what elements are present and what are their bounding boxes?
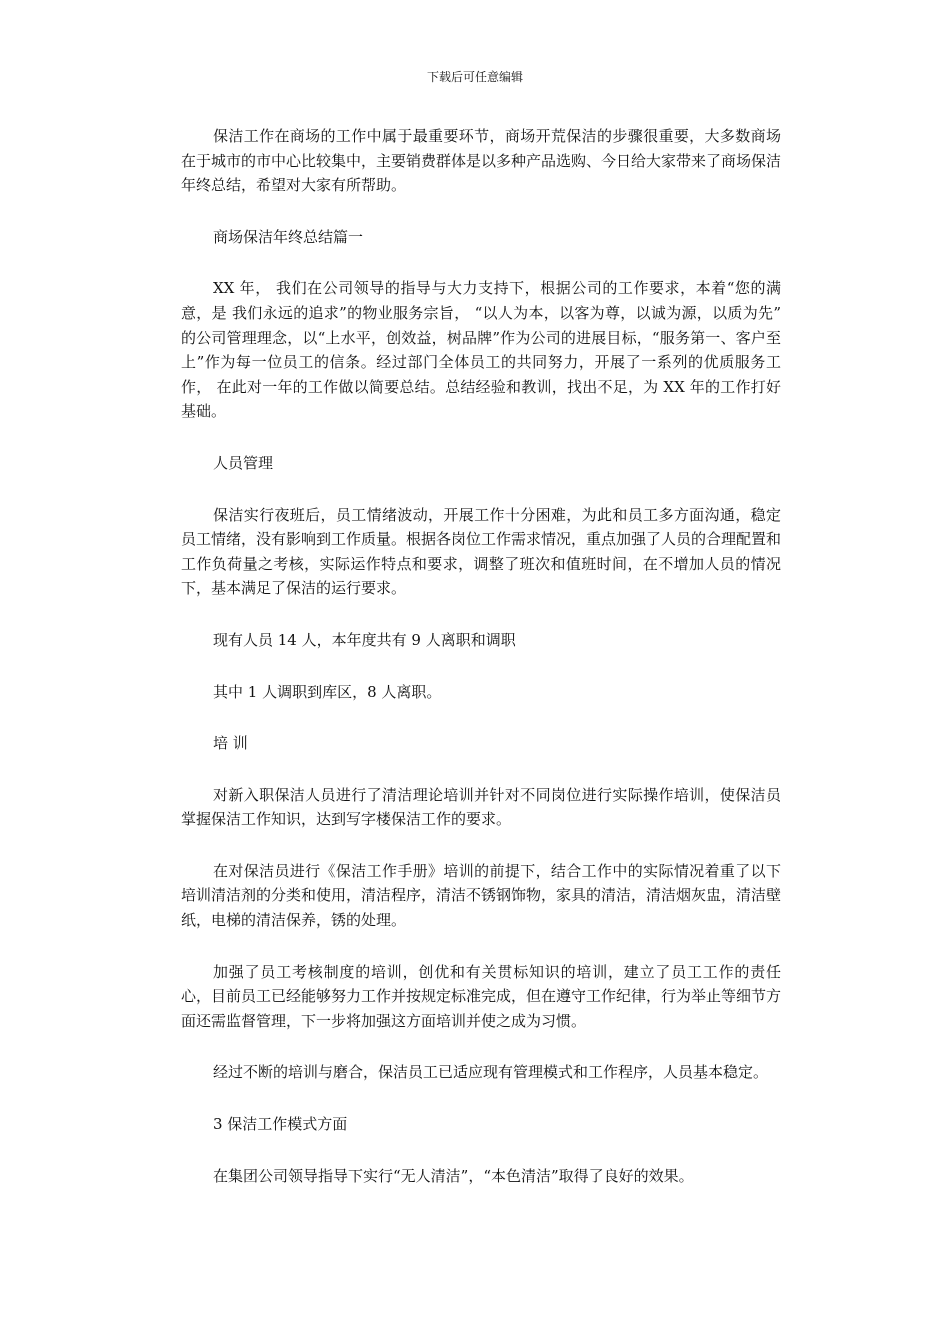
heading-personnel: 人员管理 [213, 453, 274, 472]
summary-paragraph: XX 年， 我们在公司领导的指导与大力支持下，根据公司的工作要求，本着“您的满意，是 我们永远的追求”的物业服务宗旨， “以人为本，以客为尊，以诚为源，以质为先” 的公司管理理念，以“上水平，创效益，树品牌”作为公司的进展目标，“服务第一、客户至上”作为每一位员工的信条。经过部门全体员工的共同努力，开展了一系列的优质服务工作， 在此对一年的工作做以简要总结。总结经验和教训，找出不足，为 XX 年的工作打好基础。 [181, 279, 781, 421]
header-note: 下载后可任意编辑 [426, 70, 523, 84]
heading-work-mode: 3 保洁工作模式方面 [213, 1115, 348, 1134]
staff-change-line: 其中 1 人调职到库区，8 人离职。 [213, 682, 442, 701]
training-paragraph-2: 在对保洁员进行《保洁工作手册》培训的前提下，结合工作中的实际情况着重了以下培训清洁剂的分类和使用，清洁程序，清洁不锈钢饰物，家具的清洁，清洁烟灰盅，清洁壁纸，电梯的清洁保养，锈的处理。 [181, 861, 782, 930]
personnel-paragraph: 保洁实行夜班后，员工情绪波动，开展工作十分困难，为此和员工多方面沟通，稳定员工情绪，没有影响到工作质量。根据各岗位工作需求情况，重点加强了人员的合理配置和工作负荷量之考核，实际运作特点和要求，调整了班次和值班时间，在不增加人员的情况下，基本满足了保洁的运行要求。 [181, 505, 782, 598]
training-paragraph-1: 对新入职保洁人员进行了清洁理论培训并针对不同岗位进行实际操作培训，使保洁员掌握保洁工作知识，达到写字楼保洁工作的要求。 [181, 785, 781, 829]
section-title: 商场保洁年终总结篇一 [213, 227, 364, 246]
intro-paragraph: 保洁工作在商场的工作中属于最重要环节，商场开荒保洁的步骤很重要，大多数商场在于城市的市中心比较集中，主要销费群体是以多种产品选购、今日给大家带来了商场保洁年终总结，希望对大家有所帮助。 [181, 127, 782, 195]
training-paragraph-4: 经过不断的培训与磨合，保洁员工已适应现有管理模式和工作程序，人员基本稳定。 [213, 1063, 769, 1082]
heading-training: 培 训 [213, 734, 248, 753]
staff-count-line: 现有人员 14 人，本年度共有 9 人离职和调职 [213, 630, 516, 649]
work-mode-paragraph: 在集团公司领导指导下实行“无人清洁”，“本色清洁”取得了良好的效果。 [213, 1166, 694, 1185]
training-paragraph-3: 加强了员工考核制度的培训，创优和有关贯标知识的培训，建立了员工工作的责任心，目前员工已经能够努力工作并按规定标准完成，但在遵守工作纪律，行为举止等细节方面还需监督管理，下一步将加强这方面培训并使之成为习惯。 [181, 962, 782, 1030]
document-body [181, 124, 781, 1215]
